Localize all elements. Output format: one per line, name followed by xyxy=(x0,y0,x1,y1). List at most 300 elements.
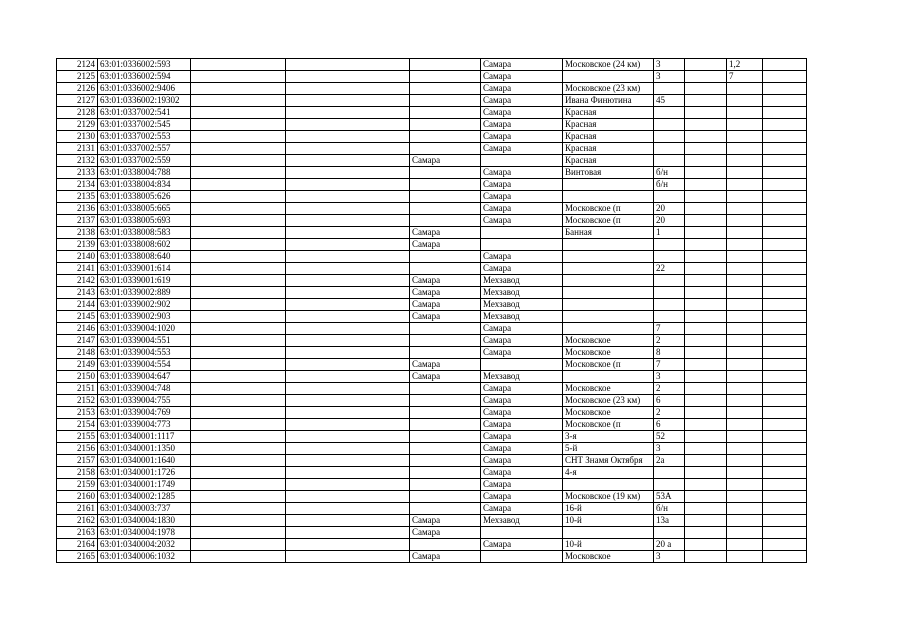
cell-empty-col-i[interactable] xyxy=(685,431,727,443)
cell-empty-col-d[interactable] xyxy=(286,539,410,551)
cell-empty-col-c[interactable] xyxy=(191,431,286,443)
cell-empty-col-d[interactable] xyxy=(286,527,410,539)
cell-street[interactable] xyxy=(563,299,654,311)
cell-empty-col-k[interactable] xyxy=(763,467,807,479)
cell-city-col-e[interactable]: Самара xyxy=(410,239,481,251)
cell-building[interactable] xyxy=(727,347,763,359)
cell-locality-col-f[interactable]: Самара xyxy=(481,167,563,179)
cell-locality-col-f[interactable]: Самара xyxy=(481,143,563,155)
cell-empty-col-c[interactable] xyxy=(191,191,286,203)
cell-street[interactable]: Московское (п xyxy=(563,419,654,431)
cell-empty-col-i[interactable] xyxy=(685,311,727,323)
cell-cadastral-number[interactable]: 63:01:0339004:551 xyxy=(98,335,191,347)
cell-empty-col-i[interactable] xyxy=(685,371,727,383)
cell-locality-col-f[interactable]: Самара xyxy=(481,263,563,275)
cell-building[interactable] xyxy=(727,155,763,167)
cell-row-number[interactable]: 2151 xyxy=(57,383,98,395)
cell-building[interactable]: 1,2 xyxy=(727,59,763,71)
cell-empty-col-i[interactable] xyxy=(685,299,727,311)
cell-empty-col-i[interactable] xyxy=(685,443,727,455)
cell-empty-col-c[interactable] xyxy=(191,551,286,563)
cell-empty-col-c[interactable] xyxy=(191,371,286,383)
cell-street[interactable]: Московское (п xyxy=(563,215,654,227)
cell-cadastral-number[interactable]: 63:01:0340001:1640 xyxy=(98,455,191,467)
cell-empty-col-d[interactable] xyxy=(286,203,410,215)
cell-locality-col-f[interactable]: Самара xyxy=(481,251,563,263)
cell-empty-col-d[interactable] xyxy=(286,491,410,503)
cell-house[interactable]: 7 xyxy=(654,323,685,335)
cell-locality-col-f[interactable]: Самара xyxy=(481,335,563,347)
cell-building[interactable] xyxy=(727,299,763,311)
cell-empty-col-c[interactable] xyxy=(191,491,286,503)
cell-empty-col-d[interactable] xyxy=(286,347,410,359)
cell-empty-col-d[interactable] xyxy=(286,263,410,275)
cell-house[interactable] xyxy=(654,287,685,299)
cell-street[interactable]: Московское (п xyxy=(563,203,654,215)
cell-empty-col-c[interactable] xyxy=(191,419,286,431)
cell-building[interactable] xyxy=(727,539,763,551)
cell-row-number[interactable]: 2140 xyxy=(57,251,98,263)
cell-street[interactable]: Московское (24 км) xyxy=(563,59,654,71)
cell-street[interactable] xyxy=(563,275,654,287)
cell-locality-col-f[interactable]: Самара xyxy=(481,95,563,107)
cell-row-number[interactable]: 2152 xyxy=(57,395,98,407)
cell-city-col-e[interactable] xyxy=(410,395,481,407)
cell-cadastral-number[interactable]: 63:01:0338005:693 xyxy=(98,215,191,227)
cell-locality-col-f[interactable]: Самара xyxy=(481,203,563,215)
cell-empty-col-k[interactable] xyxy=(763,131,807,143)
cell-empty-col-c[interactable] xyxy=(191,527,286,539)
cell-street[interactable]: Винтовая xyxy=(563,167,654,179)
cell-house[interactable]: 45 xyxy=(654,95,685,107)
cell-city-col-e[interactable] xyxy=(410,179,481,191)
cell-empty-col-d[interactable] xyxy=(286,191,410,203)
cell-empty-col-c[interactable] xyxy=(191,107,286,119)
cell-city-col-e[interactable] xyxy=(410,431,481,443)
cell-city-col-e[interactable] xyxy=(410,131,481,143)
cell-empty-col-c[interactable] xyxy=(191,383,286,395)
cell-city-col-e[interactable] xyxy=(410,263,481,275)
cell-house[interactable]: б/н xyxy=(654,167,685,179)
cell-empty-col-i[interactable] xyxy=(685,263,727,275)
cell-empty-col-d[interactable] xyxy=(286,467,410,479)
cell-house[interactable]: 53А xyxy=(654,491,685,503)
cell-cadastral-number[interactable]: 63:01:0339004:1020 xyxy=(98,323,191,335)
cell-empty-col-k[interactable] xyxy=(763,227,807,239)
cell-row-number[interactable]: 2145 xyxy=(57,311,98,323)
cell-empty-col-k[interactable] xyxy=(763,287,807,299)
cell-empty-col-i[interactable] xyxy=(685,179,727,191)
cell-empty-col-c[interactable] xyxy=(191,515,286,527)
cell-row-number[interactable]: 2134 xyxy=(57,179,98,191)
cell-empty-col-i[interactable] xyxy=(685,191,727,203)
cell-house[interactable] xyxy=(654,155,685,167)
cell-row-number[interactable]: 2132 xyxy=(57,155,98,167)
cell-empty-col-i[interactable] xyxy=(685,251,727,263)
cell-city-col-e[interactable] xyxy=(410,83,481,95)
cell-city-col-e[interactable] xyxy=(410,107,481,119)
cell-empty-col-d[interactable] xyxy=(286,407,410,419)
cell-city-col-e[interactable] xyxy=(410,347,481,359)
cell-row-number[interactable]: 2128 xyxy=(57,107,98,119)
cell-city-col-e[interactable] xyxy=(410,491,481,503)
cell-empty-col-d[interactable] xyxy=(286,179,410,191)
cell-building[interactable] xyxy=(727,179,763,191)
cell-cadastral-number[interactable]: 63:01:0340001:1117 xyxy=(98,431,191,443)
cell-empty-col-k[interactable] xyxy=(763,143,807,155)
cell-city-col-e[interactable] xyxy=(410,251,481,263)
cell-cadastral-number[interactable]: 63:01:0340001:1749 xyxy=(98,479,191,491)
cell-locality-col-f[interactable]: Самара xyxy=(481,383,563,395)
cell-empty-col-c[interactable] xyxy=(191,443,286,455)
cell-empty-col-c[interactable] xyxy=(191,359,286,371)
cell-locality-col-f[interactable]: Самара xyxy=(481,107,563,119)
cell-cadastral-number[interactable]: 63:01:0340001:1350 xyxy=(98,443,191,455)
cell-locality-col-f[interactable]: Самара xyxy=(481,83,563,95)
cell-building[interactable] xyxy=(727,479,763,491)
cell-cadastral-number[interactable]: 63:01:0337002:553 xyxy=(98,131,191,143)
cell-empty-col-i[interactable] xyxy=(685,527,727,539)
cell-house[interactable] xyxy=(654,299,685,311)
cell-row-number[interactable]: 2159 xyxy=(57,479,98,491)
cell-row-number[interactable]: 2129 xyxy=(57,119,98,131)
cell-street[interactable] xyxy=(563,287,654,299)
cell-empty-col-d[interactable] xyxy=(286,299,410,311)
cell-locality-col-f[interactable] xyxy=(481,551,563,563)
cell-empty-col-k[interactable] xyxy=(763,275,807,287)
cell-building[interactable] xyxy=(727,407,763,419)
cell-street[interactable]: 10-й xyxy=(563,515,654,527)
cell-empty-col-c[interactable] xyxy=(191,323,286,335)
cell-empty-col-c[interactable] xyxy=(191,467,286,479)
cell-row-number[interactable]: 2165 xyxy=(57,551,98,563)
cell-locality-col-f[interactable]: Мехзавод xyxy=(481,515,563,527)
cell-empty-col-i[interactable] xyxy=(685,239,727,251)
cell-cadastral-number[interactable]: 63:01:0339001:614 xyxy=(98,263,191,275)
cell-empty-col-d[interactable] xyxy=(286,371,410,383)
cell-city-col-e[interactable]: Самара xyxy=(410,359,481,371)
cell-empty-col-k[interactable] xyxy=(763,83,807,95)
cell-row-number[interactable]: 2163 xyxy=(57,527,98,539)
cell-empty-col-i[interactable] xyxy=(685,395,727,407)
cell-building[interactable] xyxy=(727,95,763,107)
cell-row-number[interactable]: 2147 xyxy=(57,335,98,347)
cell-street[interactable] xyxy=(563,527,654,539)
cell-empty-col-k[interactable] xyxy=(763,203,807,215)
cell-cadastral-number[interactable]: 63:01:0337002:559 xyxy=(98,155,191,167)
cell-street[interactable]: Красная xyxy=(563,131,654,143)
cell-row-number[interactable]: 2155 xyxy=(57,431,98,443)
cell-street[interactable] xyxy=(563,251,654,263)
cell-building[interactable] xyxy=(727,335,763,347)
cell-city-col-e[interactable] xyxy=(410,467,481,479)
cell-empty-col-i[interactable] xyxy=(685,551,727,563)
cell-street[interactable] xyxy=(563,311,654,323)
cell-street[interactable] xyxy=(563,179,654,191)
cell-city-col-e[interactable] xyxy=(410,143,481,155)
cell-empty-col-d[interactable] xyxy=(286,443,410,455)
cell-empty-col-i[interactable] xyxy=(685,119,727,131)
cell-empty-col-k[interactable] xyxy=(763,443,807,455)
cell-empty-col-i[interactable] xyxy=(685,131,727,143)
cell-empty-col-k[interactable] xyxy=(763,71,807,83)
cell-empty-col-d[interactable] xyxy=(286,419,410,431)
cell-cadastral-number[interactable]: 63:01:0338005:665 xyxy=(98,203,191,215)
cell-building[interactable] xyxy=(727,515,763,527)
cell-cadastral-number[interactable]: 63:01:0339004:769 xyxy=(98,407,191,419)
cell-cadastral-number[interactable]: 63:01:0339004:773 xyxy=(98,419,191,431)
cell-house[interactable]: 3 xyxy=(654,443,685,455)
cell-empty-col-c[interactable] xyxy=(191,263,286,275)
cell-empty-col-c[interactable] xyxy=(191,539,286,551)
cell-empty-col-k[interactable] xyxy=(763,395,807,407)
cell-empty-col-k[interactable] xyxy=(763,515,807,527)
cell-building[interactable] xyxy=(727,551,763,563)
cell-empty-col-i[interactable] xyxy=(685,491,727,503)
cell-house[interactable]: 2 xyxy=(654,335,685,347)
cell-locality-col-f[interactable] xyxy=(481,239,563,251)
cell-empty-col-c[interactable] xyxy=(191,143,286,155)
cell-empty-col-i[interactable] xyxy=(685,71,727,83)
cell-cadastral-number[interactable]: 63:01:0339004:755 xyxy=(98,395,191,407)
cell-empty-col-d[interactable] xyxy=(286,251,410,263)
cell-building[interactable] xyxy=(727,191,763,203)
cell-empty-col-c[interactable] xyxy=(191,227,286,239)
cell-row-number[interactable]: 2161 xyxy=(57,503,98,515)
cell-empty-col-d[interactable] xyxy=(286,155,410,167)
cell-house[interactable] xyxy=(654,191,685,203)
cell-city-col-e[interactable]: Самара xyxy=(410,275,481,287)
cell-cadastral-number[interactable]: 63:01:0340004:1830 xyxy=(98,515,191,527)
cell-empty-col-k[interactable] xyxy=(763,371,807,383)
cell-building[interactable] xyxy=(727,131,763,143)
cell-row-number[interactable]: 2154 xyxy=(57,419,98,431)
cell-empty-col-d[interactable] xyxy=(286,119,410,131)
cell-empty-col-k[interactable] xyxy=(763,551,807,563)
cell-street[interactable]: Московское xyxy=(563,407,654,419)
cell-street[interactable] xyxy=(563,239,654,251)
cell-house[interactable] xyxy=(654,251,685,263)
cell-locality-col-f[interactable]: Самара xyxy=(481,347,563,359)
cell-empty-col-i[interactable] xyxy=(685,515,727,527)
cell-empty-col-d[interactable] xyxy=(286,515,410,527)
cell-empty-col-i[interactable] xyxy=(685,407,727,419)
cell-building[interactable] xyxy=(727,503,763,515)
cell-locality-col-f[interactable]: Самара xyxy=(481,131,563,143)
cell-building[interactable] xyxy=(727,215,763,227)
cell-locality-col-f[interactable]: Самара xyxy=(481,491,563,503)
cell-city-col-e[interactable] xyxy=(410,203,481,215)
cell-building[interactable] xyxy=(727,467,763,479)
cell-house[interactable]: 1 xyxy=(654,227,685,239)
cell-cadastral-number[interactable]: 63:01:0338005:626 xyxy=(98,191,191,203)
cell-city-col-e[interactable]: Самара xyxy=(410,371,481,383)
cell-city-col-e[interactable] xyxy=(410,191,481,203)
cell-street[interactable]: 4-я xyxy=(563,467,654,479)
cell-building[interactable] xyxy=(727,491,763,503)
cell-empty-col-c[interactable] xyxy=(191,299,286,311)
cell-city-col-e[interactable] xyxy=(410,59,481,71)
cell-empty-col-c[interactable] xyxy=(191,503,286,515)
cell-street[interactable]: Московское (19 км) xyxy=(563,491,654,503)
cell-row-number[interactable]: 2149 xyxy=(57,359,98,371)
cell-street[interactable]: Ивана Финютина xyxy=(563,95,654,107)
cell-empty-col-k[interactable] xyxy=(763,263,807,275)
cell-house[interactable]: 20 xyxy=(654,203,685,215)
cell-empty-col-c[interactable] xyxy=(191,455,286,467)
cell-empty-col-i[interactable] xyxy=(685,419,727,431)
cell-city-col-e[interactable] xyxy=(410,167,481,179)
cell-empty-col-i[interactable] xyxy=(685,155,727,167)
cell-locality-col-f[interactable]: Самара xyxy=(481,443,563,455)
cell-empty-col-c[interactable] xyxy=(191,179,286,191)
cell-street[interactable] xyxy=(563,371,654,383)
cell-locality-col-f[interactable]: Самара xyxy=(481,323,563,335)
cell-empty-col-k[interactable] xyxy=(763,527,807,539)
cell-row-number[interactable]: 2135 xyxy=(57,191,98,203)
cell-empty-col-i[interactable] xyxy=(685,143,727,155)
cell-locality-col-f[interactable]: Самара xyxy=(481,395,563,407)
cell-empty-col-i[interactable] xyxy=(685,455,727,467)
cell-building[interactable] xyxy=(727,251,763,263)
cell-locality-col-f[interactable]: Самара xyxy=(481,59,563,71)
cell-building[interactable] xyxy=(727,167,763,179)
cell-empty-col-d[interactable] xyxy=(286,59,410,71)
cell-empty-col-c[interactable] xyxy=(191,71,286,83)
cell-building[interactable] xyxy=(727,527,763,539)
cell-locality-col-f[interactable]: Мехзавод xyxy=(481,287,563,299)
cell-empty-col-d[interactable] xyxy=(286,479,410,491)
cell-empty-col-c[interactable] xyxy=(191,347,286,359)
cell-cadastral-number[interactable]: 63:01:0339004:554 xyxy=(98,359,191,371)
cell-empty-col-d[interactable] xyxy=(286,359,410,371)
cell-empty-col-i[interactable] xyxy=(685,227,727,239)
cell-cadastral-number[interactable]: 63:01:0336002:594 xyxy=(98,71,191,83)
cell-building[interactable] xyxy=(727,83,763,95)
cell-house[interactable]: 6 xyxy=(654,419,685,431)
cell-empty-col-i[interactable] xyxy=(685,287,727,299)
cell-empty-col-c[interactable] xyxy=(191,83,286,95)
cell-cadastral-number[interactable]: 63:01:0340006:1032 xyxy=(98,551,191,563)
cell-city-col-e[interactable] xyxy=(410,503,481,515)
cell-empty-col-k[interactable] xyxy=(763,167,807,179)
cell-locality-col-f[interactable]: Самара xyxy=(481,407,563,419)
cell-city-col-e[interactable] xyxy=(410,323,481,335)
cell-building[interactable] xyxy=(727,107,763,119)
cell-locality-col-f[interactable]: Мехзавод xyxy=(481,299,563,311)
cell-row-number[interactable]: 2126 xyxy=(57,83,98,95)
cell-house[interactable] xyxy=(654,527,685,539)
cell-empty-col-i[interactable] xyxy=(685,347,727,359)
cell-empty-col-k[interactable] xyxy=(763,323,807,335)
cell-locality-col-f[interactable]: Самара xyxy=(481,119,563,131)
cell-city-col-e[interactable]: Самара xyxy=(410,227,481,239)
cell-building[interactable] xyxy=(727,263,763,275)
cell-cadastral-number[interactable]: 63:01:0337002:557 xyxy=(98,143,191,155)
cell-empty-col-k[interactable] xyxy=(763,215,807,227)
cell-street[interactable] xyxy=(563,71,654,83)
cell-empty-col-k[interactable] xyxy=(763,335,807,347)
cell-house[interactable] xyxy=(654,119,685,131)
cell-house[interactable]: 6 xyxy=(654,395,685,407)
cell-locality-col-f[interactable] xyxy=(481,155,563,167)
cell-empty-col-k[interactable] xyxy=(763,539,807,551)
cell-empty-col-c[interactable] xyxy=(191,287,286,299)
cell-empty-col-i[interactable] xyxy=(685,59,727,71)
cell-cadastral-number[interactable]: 63:01:0339004:553 xyxy=(98,347,191,359)
cell-empty-col-i[interactable] xyxy=(685,479,727,491)
cell-empty-col-d[interactable] xyxy=(286,551,410,563)
cell-empty-col-c[interactable] xyxy=(191,239,286,251)
cell-building[interactable] xyxy=(727,203,763,215)
cell-row-number[interactable]: 2146 xyxy=(57,323,98,335)
cell-empty-col-d[interactable] xyxy=(286,167,410,179)
cell-empty-col-d[interactable] xyxy=(286,239,410,251)
cell-building[interactable] xyxy=(727,323,763,335)
cell-empty-col-i[interactable] xyxy=(685,335,727,347)
cell-empty-col-i[interactable] xyxy=(685,203,727,215)
cell-empty-col-d[interactable] xyxy=(286,131,410,143)
cell-empty-col-k[interactable] xyxy=(763,179,807,191)
cell-cadastral-number[interactable]: 63:01:0337002:541 xyxy=(98,107,191,119)
cell-cadastral-number[interactable]: 63:01:0338008:602 xyxy=(98,239,191,251)
cell-building[interactable] xyxy=(727,431,763,443)
cell-cadastral-number[interactable]: 63:01:0339002:902 xyxy=(98,299,191,311)
cell-empty-col-k[interactable] xyxy=(763,191,807,203)
cell-empty-col-i[interactable] xyxy=(685,215,727,227)
cell-row-number[interactable]: 2160 xyxy=(57,491,98,503)
cell-house[interactable]: 2 xyxy=(654,407,685,419)
cell-empty-col-d[interactable] xyxy=(286,431,410,443)
cell-row-number[interactable]: 2156 xyxy=(57,443,98,455)
cell-locality-col-f[interactable]: Самара xyxy=(481,215,563,227)
cell-empty-col-k[interactable] xyxy=(763,311,807,323)
cell-empty-col-k[interactable] xyxy=(763,407,807,419)
cell-empty-col-d[interactable] xyxy=(286,95,410,107)
cell-empty-col-k[interactable] xyxy=(763,251,807,263)
cell-empty-col-k[interactable] xyxy=(763,359,807,371)
cell-row-number[interactable]: 2139 xyxy=(57,239,98,251)
cell-cadastral-number[interactable]: 63:01:0337002:545 xyxy=(98,119,191,131)
cell-empty-col-d[interactable] xyxy=(286,395,410,407)
cell-house[interactable]: б/н xyxy=(654,179,685,191)
cell-locality-col-f[interactable]: Самара xyxy=(481,467,563,479)
cell-row-number[interactable]: 2162 xyxy=(57,515,98,527)
cell-cadastral-number[interactable]: 63:01:0340004:2032 xyxy=(98,539,191,551)
cell-city-col-e[interactable] xyxy=(410,407,481,419)
cell-house[interactable] xyxy=(654,131,685,143)
cell-building[interactable] xyxy=(727,239,763,251)
cell-locality-col-f[interactable]: Самара xyxy=(481,419,563,431)
cell-empty-col-k[interactable] xyxy=(763,455,807,467)
cell-locality-col-f[interactable] xyxy=(481,527,563,539)
cell-empty-col-c[interactable] xyxy=(191,479,286,491)
cell-empty-col-c[interactable] xyxy=(191,119,286,131)
cell-building[interactable] xyxy=(727,383,763,395)
cell-empty-col-k[interactable] xyxy=(763,503,807,515)
cell-house[interactable]: 52 xyxy=(654,431,685,443)
cell-row-number[interactable]: 2125 xyxy=(57,71,98,83)
cell-city-col-e[interactable] xyxy=(410,71,481,83)
cell-empty-col-k[interactable] xyxy=(763,383,807,395)
cell-city-col-e[interactable]: Самара xyxy=(410,299,481,311)
cell-row-number[interactable]: 2133 xyxy=(57,167,98,179)
cell-house[interactable] xyxy=(654,311,685,323)
cell-row-number[interactable]: 2157 xyxy=(57,455,98,467)
cell-locality-col-f[interactable]: Самара xyxy=(481,455,563,467)
cell-city-col-e[interactable] xyxy=(410,119,481,131)
cell-locality-col-f[interactable]: Самара xyxy=(481,431,563,443)
